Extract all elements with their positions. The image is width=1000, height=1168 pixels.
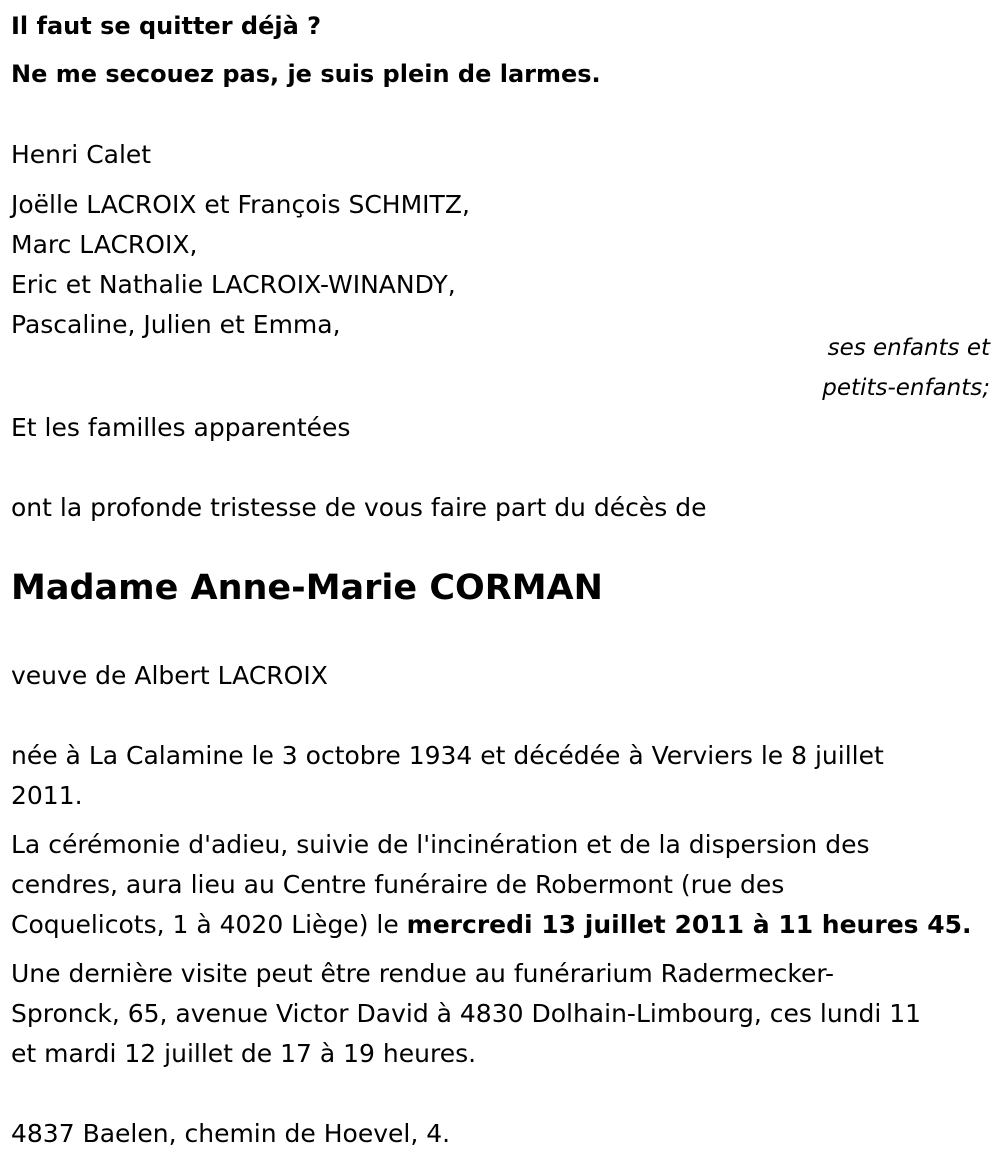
ceremony-location: Coquelicots, 1 à 4020 Liège) le bbox=[11, 910, 407, 939]
announcement-text: ont la profonde tristesse de vous faire part du décès de bbox=[11, 493, 707, 522]
family-member: Joëlle LACROIX et François SCHMITZ, bbox=[11, 190, 470, 219]
quote-line-2: Ne me secouez pas, je suis plein de larmes. bbox=[11, 60, 601, 88]
home-address: 4837 Baelen, chemin de Hoevel, 4. bbox=[11, 1119, 451, 1148]
quote-line-1: Il faut se quitter déjà ? bbox=[11, 12, 322, 40]
ceremony-line-1: La cérémonie d'adieu, suivie de l'incinération et de la dispersion des bbox=[11, 830, 870, 859]
extended-family: Et les familles apparentées bbox=[11, 413, 351, 442]
family-relation-line-2: petits-enfants; bbox=[822, 375, 990, 401]
family-relation-line-1: ses enfants et bbox=[827, 335, 990, 361]
ceremony-line-2: cendres, aura lieu au Centre funéraire de Robermont (rue des bbox=[11, 870, 785, 899]
birth-death-line-1: née à La Calamine le 3 octobre 1934 et décédée à Verviers le 8 juillet bbox=[11, 741, 884, 770]
quote-author: Henri Calet bbox=[11, 140, 152, 169]
ceremony-datetime: mercredi 13 juillet 2011 à 11 heures 45. bbox=[406, 910, 972, 939]
widow-of: veuve de Albert LACROIX bbox=[11, 661, 328, 690]
visit-line-3: et mardi 12 juillet de 17 à 19 heures. bbox=[11, 1039, 477, 1068]
family-member: Eric et Nathalie LACROIX-WINANDY, bbox=[11, 270, 456, 299]
birth-death-line-2: 2011. bbox=[11, 781, 83, 810]
visit-line-2: Spronck, 65, avenue Victor David à 4830 Dolhain-Limbourg, ces lundi 11 bbox=[11, 999, 922, 1028]
family-member: Pascaline, Julien et Emma, bbox=[11, 310, 341, 339]
family-member: Marc LACROIX, bbox=[11, 230, 198, 259]
deceased-name: Madame Anne-Marie CORMAN bbox=[11, 568, 603, 608]
visit-line-1: Une dernière visite peut être rendue au funérarium Radermecker- bbox=[11, 959, 835, 988]
ceremony-line-3 bbox=[11, 905, 972, 945]
